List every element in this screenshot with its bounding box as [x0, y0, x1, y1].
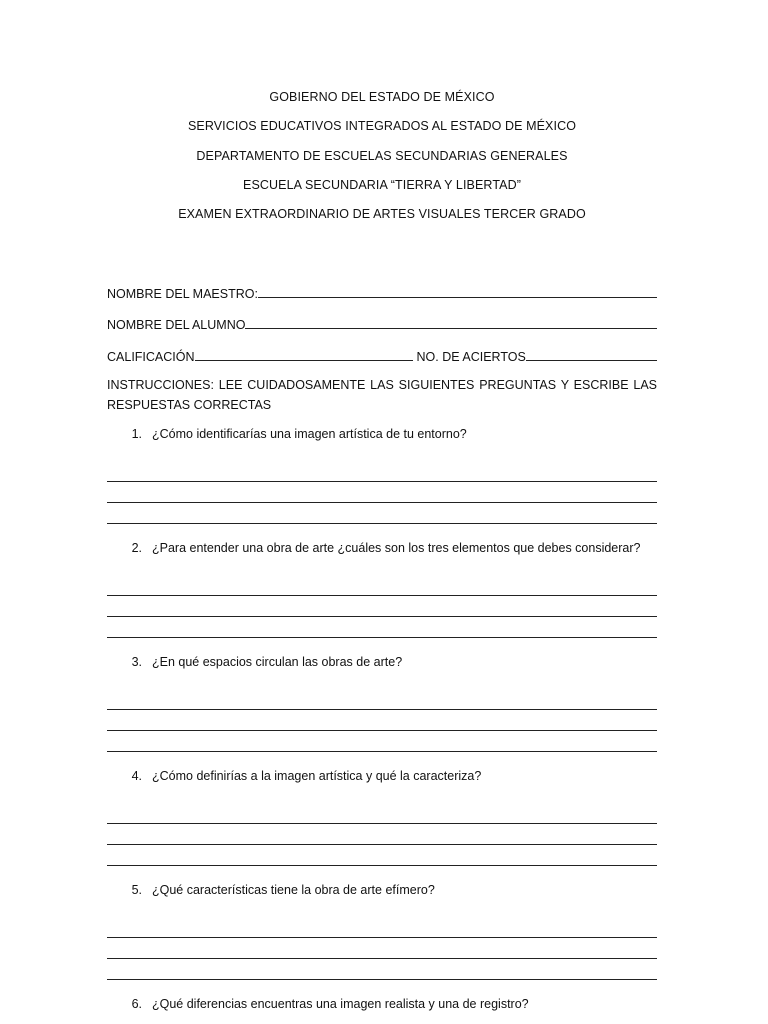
question-item [107, 996, 657, 1024]
header-school: ESCUELA SECUNDARIA “TIERRA Y LIBERTAD” [243, 177, 521, 192]
header-department: DEPARTAMENTO DE ESCUELAS SECUNDARIAS GENERALES [196, 148, 568, 163]
answer-lines [107, 461, 657, 524]
teacher-name-label: NOMBRE DEL MAESTRO: [107, 286, 258, 301]
answer-line[interactable] [107, 689, 657, 710]
question-number: 2. [131, 540, 142, 555]
question-text: ¿Cómo definirías a la imagen artística y qué la caracteriza? [152, 768, 482, 783]
grade-label: CALIFICACIÓN [107, 349, 195, 364]
answer-line[interactable] [107, 617, 657, 638]
header-exam-title: EXAMEN EXTRAORDINARIO DE ARTES VISUALES TERCER GRADO [178, 207, 586, 222]
correct-answers-blank[interactable] [526, 346, 657, 361]
answer-line[interactable] [107, 482, 657, 503]
answer-line[interactable] [107, 710, 657, 731]
document-header [107, 89, 657, 235]
question-number: 6. [131, 996, 142, 1011]
question-number: 4. [131, 768, 142, 783]
answer-line[interactable] [107, 938, 657, 959]
student-name-row [107, 301, 657, 333]
answer-line[interactable] [107, 461, 657, 482]
grade-blank[interactable] [195, 346, 413, 361]
question-text: ¿Qué características tiene la obra de arte efímero? [152, 882, 435, 897]
question-list [107, 426, 657, 1024]
student-name-label: NOMBRE DEL ALUMNO [107, 318, 246, 333]
question-text: ¿En qué espacios circulan las obras de arte? [152, 654, 403, 669]
question-item [107, 426, 657, 529]
answer-line[interactable] [107, 731, 657, 752]
question-number: 5. [131, 882, 142, 897]
answer-lines [107, 803, 657, 866]
spacer [107, 235, 657, 269]
question-item [107, 540, 657, 643]
answer-lines [107, 917, 657, 980]
question-number: 3. [131, 654, 142, 669]
student-name-blank[interactable] [245, 314, 657, 329]
question-item [107, 882, 657, 985]
answer-line[interactable] [107, 503, 657, 524]
question-item [107, 654, 657, 757]
question-text: ¿Para entender una obra de arte ¿cuáles son los tres elementos que debes considerar? [152, 540, 641, 555]
question-item [107, 768, 657, 871]
answer-line[interactable] [107, 575, 657, 596]
header-services: SERVICIOS EDUCATIVOS INTEGRADOS AL ESTADO DE MÉXICO [187, 119, 577, 134]
answer-line[interactable] [107, 917, 657, 938]
answer-line[interactable] [107, 959, 657, 980]
answer-line[interactable] [107, 824, 657, 845]
answer-lines [107, 575, 657, 638]
answer-line[interactable] [107, 845, 657, 866]
question-number: 1. [131, 426, 142, 441]
correct-answers-label: NO. DE ACIERTOS [416, 349, 526, 364]
teacher-name-blank[interactable] [258, 283, 657, 298]
answer-line[interactable] [107, 596, 657, 617]
teacher-name-row [107, 269, 657, 301]
header-government: GOBIERNO DEL ESTADO DE MÉXICO [269, 90, 495, 104]
question-text: ¿Cómo identificarías una imagen artística de tu entorno? [152, 426, 467, 441]
instructions: INSTRUCCIONES: LEE CUIDADOSAMENTE LAS SIGUIENTES PREGUNTAS Y ESCRIBE LAS RESPUESTAS CORRECTAS [107, 377, 657, 412]
answer-line[interactable] [107, 803, 657, 824]
answer-lines [107, 689, 657, 752]
question-text: ¿Qué diferencias encuentras una imagen realista y una de registro? [152, 996, 529, 1011]
grade-row [107, 332, 657, 364]
